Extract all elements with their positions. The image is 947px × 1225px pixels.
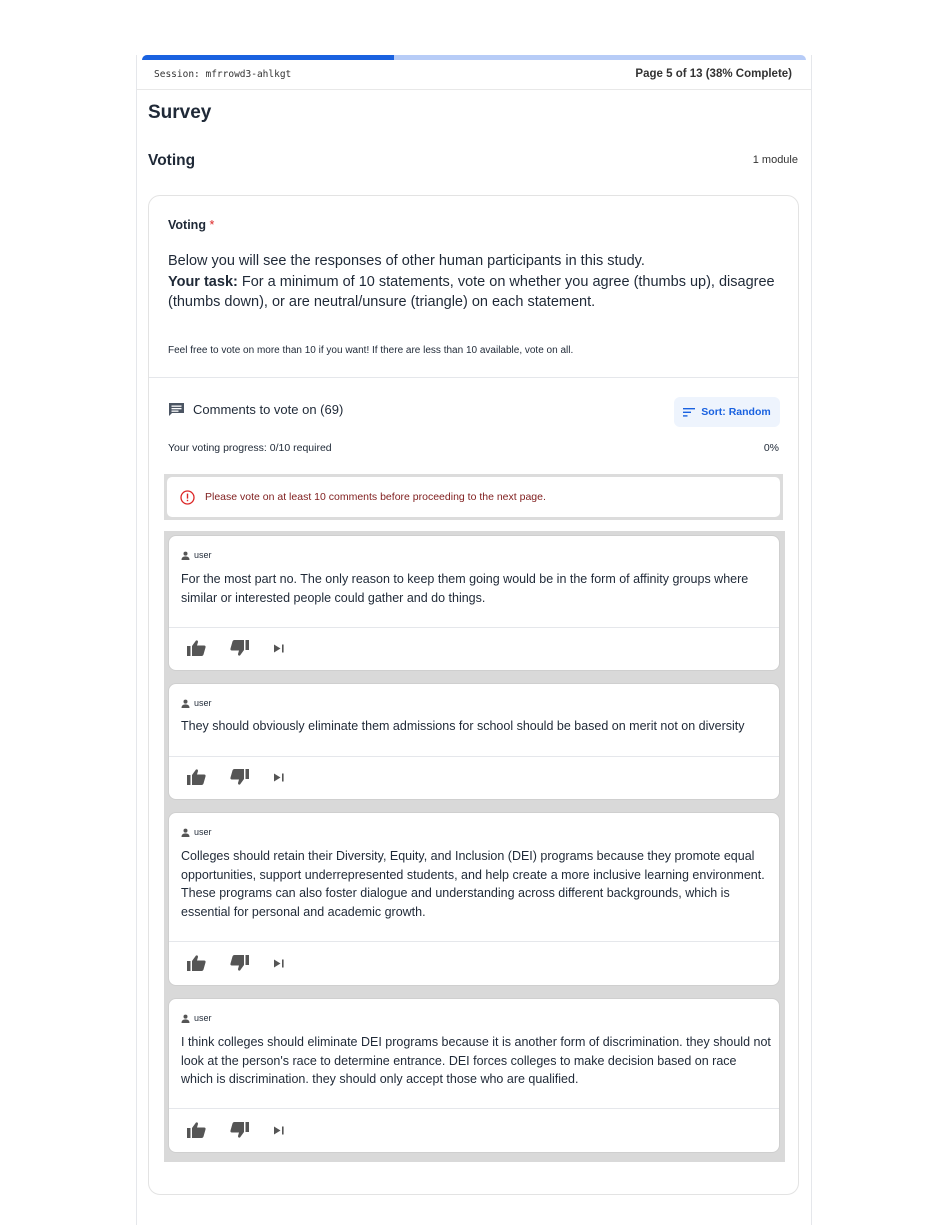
agree-button[interactable] [187, 1122, 206, 1138]
comment-text: Colleges should retain their Diversity, Equity, and Inclusion (DEI) programs because they promote equal opportunities, support underrepresented students, and help create a more inclusive learning environment. These programs can also foster dialogue and understanding across different backgrounds, which is essential for personal and academic growth. [181, 849, 765, 919]
required-mark: * [209, 218, 215, 232]
comment-author-name: user [194, 1013, 212, 1023]
vote-actions [187, 1122, 309, 1138]
comment-text: They should obviously eliminate them admissions for school should be based on merit not on diversity [181, 719, 745, 733]
instructions [168, 251, 783, 313]
instructions-intro: Below you will see the responses of other human participants in this study. [168, 253, 645, 269]
comment-author [181, 550, 212, 560]
thumbs-up-icon [187, 1122, 206, 1138]
module-label [168, 218, 214, 232]
disagree-button[interactable] [230, 1122, 249, 1138]
thumbs-down-icon [230, 640, 249, 656]
agree-button[interactable] [187, 955, 206, 971]
comment-text: I think colleges should eliminate DEI programs because it is another form of discrimination. they should not look at the person's race to determine entrance. DEI forces colleges to make decision based on race which is discrimination. they should only accept those who are qualified. [181, 1035, 771, 1086]
comment-card [168, 998, 780, 1153]
section-title: Voting [148, 152, 196, 169]
sort-icon [683, 408, 695, 417]
vote-actions [187, 955, 309, 971]
voting-module-card [148, 195, 799, 1195]
vote-actions [187, 640, 309, 656]
comment-author-name: user [194, 698, 212, 708]
skip-triangle-icon [273, 643, 285, 654]
neutral-button[interactable] [273, 958, 285, 969]
neutral-button[interactable] [273, 643, 285, 654]
neutral-button[interactable] [273, 1125, 285, 1136]
alert-text: Please vote on at least 10 comments before proceeding to the next page. [205, 491, 546, 503]
alert-container [164, 474, 783, 520]
min-vote-alert [167, 477, 780, 517]
thumbs-up-icon [187, 640, 206, 656]
voting-progress-percent: 0% [763, 442, 779, 454]
thumbs-up-icon [187, 955, 206, 971]
divider [149, 377, 798, 378]
comment-author [181, 1013, 212, 1023]
comment-card [168, 683, 780, 800]
vote-actions [187, 769, 309, 785]
agree-button[interactable] [187, 640, 206, 656]
page-indicator: Page 5 of 13 (38% Complete) [635, 68, 792, 80]
module-label-text: Voting [168, 218, 206, 232]
task-label: Your task: [168, 273, 238, 290]
module-count: 1 module [752, 154, 798, 166]
skip-triangle-icon [273, 1125, 285, 1136]
thumbs-down-icon [230, 955, 249, 971]
comment-icon [168, 402, 185, 417]
sort-button[interactable] [674, 397, 780, 427]
comment-card [168, 812, 780, 986]
survey-title: Survey [148, 102, 212, 123]
thumbs-down-icon [230, 769, 249, 785]
comment-divider [169, 1108, 779, 1109]
person-icon [181, 1014, 190, 1023]
skip-triangle-icon [273, 772, 285, 783]
top-bar [137, 60, 811, 90]
task-text: For a minimum of 10 statements, vote on whether you agree (thumbs up), disagree (thumbs down), or are neutral/unsure (triangle) on each statement. [168, 273, 775, 310]
thumbs-up-icon [187, 769, 206, 785]
person-icon [181, 828, 190, 837]
comment-author [181, 698, 212, 708]
thumbs-down-icon [230, 1122, 249, 1138]
comment-list [164, 531, 785, 1162]
comment-divider [169, 756, 779, 757]
agree-button[interactable] [187, 769, 206, 785]
comment-author [181, 827, 212, 837]
disagree-button[interactable] [230, 640, 249, 656]
comments-header-label: Comments to vote on (69) [193, 402, 344, 417]
instructions-note: Feel free to vote on more than 10 if you want! If there are less than 10 available, vote on all. [168, 345, 574, 356]
sort-button-label: Sort: Random [701, 406, 771, 418]
comment-card [168, 535, 780, 671]
disagree-button[interactable] [230, 769, 249, 785]
skip-triangle-icon [273, 958, 285, 969]
comment-divider [169, 941, 779, 942]
session-id: Session: mfrrowd3-ahlkgt [154, 69, 292, 80]
comment-divider [169, 627, 779, 628]
error-icon [180, 490, 195, 505]
instructions-task [168, 272, 783, 313]
comments-header [168, 402, 343, 417]
disagree-button[interactable] [230, 955, 249, 971]
comment-author-name: user [194, 827, 212, 837]
person-icon [181, 699, 190, 708]
voting-progress-text: Your voting progress: 0/10 required [168, 442, 332, 454]
comment-author-name: user [194, 550, 212, 560]
person-icon [181, 551, 190, 560]
comment-text: For the most part no. The only reason to keep them going would be in the form of affinity groups where similar or interested people could gather and do things. [181, 572, 749, 605]
neutral-button[interactable] [273, 772, 285, 783]
